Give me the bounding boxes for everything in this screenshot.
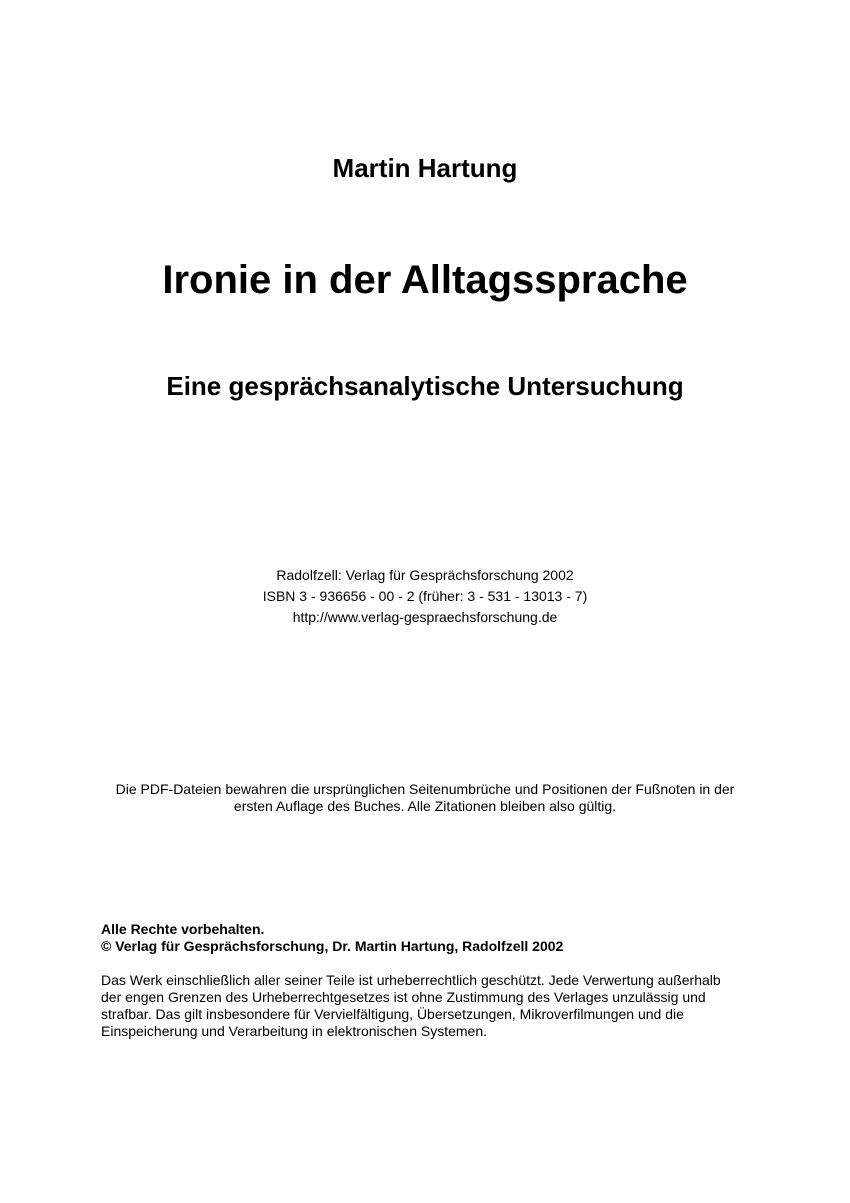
isbn-line: ISBN 3 - 936656 - 00 - 2 (früher: 3 - 531 - 13013 - 7) — [262, 588, 588, 604]
publication-info — [0, 565, 850, 628]
pdf-note-line: Die PDF-Dateien bewahren die ursprünglichen Seitenumbrüche und Positionen der Fußnoten in der — [115, 781, 735, 797]
book-title: Ironie in der Alltagssprache — [162, 258, 688, 302]
copyright-paragraph-line: der engen Grenzen des Urheberrechtgesetzes ist ohne Zustimmung des Verlages unzulässig und — [101, 989, 706, 1005]
pdf-note — [100, 781, 750, 815]
book-subtitle: Eine gesprächsanalytische Untersuchung — [166, 371, 684, 401]
publisher-url[interactable]: http://www.verlag-gespraechsforschung.de — [292, 609, 558, 625]
copyright-paragraph-line: strafbar. Das gilt insbesondere für Vervielfältigung, Übersetzungen, Mikroverfilmungen und die — [101, 1006, 684, 1022]
copyright-line: © Verlag für Gesprächsforschung, Dr. Martin Hartung, Radolfzell 2002 — [101, 938, 564, 954]
author-name: Martin Hartung — [332, 153, 518, 183]
copyright-paragraph-line: Einspeicherung und Verarbeitung in elektronischen Systemen. — [101, 1023, 488, 1039]
publisher-line: Radolfzell: Verlag für Gesprächsforschung 2002 — [276, 567, 574, 583]
rights-notice — [101, 921, 761, 955]
copyright-paragraph-line: Das Werk einschließlich aller seiner Teile ist urheberrechtlich geschützt. Jede Verwertung außerhalb — [101, 972, 721, 988]
pdf-note-line: ersten Auflage des Buches. Alle Zitationen bleiben also gültig. — [233, 798, 617, 814]
rights-reserved: Alle Rechte vorbehalten. — [101, 921, 265, 937]
copyright-paragraph — [101, 972, 761, 1040]
